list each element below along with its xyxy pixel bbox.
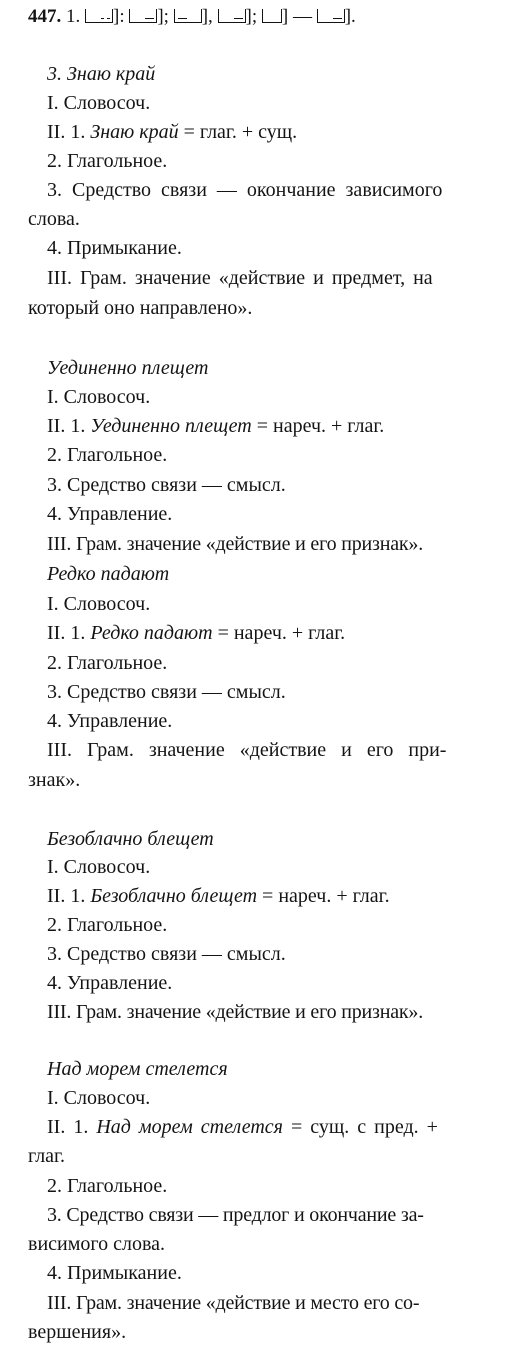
phrase-italic: Редко падают [90, 622, 213, 644]
analysis-line [47, 621, 507, 645]
section-heading: Безоблачно блещет [47, 828, 214, 850]
text-line: III. Грам. значение «действие и его при- [47, 739, 447, 761]
analysis-prefix: II. 1. [47, 1116, 97, 1138]
text-line: 2. Глагольное. [47, 150, 168, 172]
text-line: слова. [28, 208, 80, 230]
analysis-suffix: = нареч. + глаг. [251, 415, 385, 437]
text-line: висимого слова. [28, 1233, 166, 1255]
analysis-line [47, 884, 507, 908]
analysis-line [47, 414, 507, 438]
text-line: 4. Управление. [47, 710, 173, 732]
text-line: 3. Средство связи — предлог и окончание за- [47, 1204, 424, 1226]
analysis-prefix: II. 1. [47, 415, 91, 437]
scheme-box-5 [262, 9, 282, 23]
section-heading: Над морем стелется [47, 1058, 228, 1080]
scheme-box-6 [317, 9, 345, 23]
section-heading: 3. Знаю край [47, 63, 156, 85]
text-line: I. Словосоч. [47, 92, 151, 114]
exercise-number: 447. [28, 6, 62, 27]
text-line: I. Словосоч. [47, 1087, 151, 1109]
section-heading: Редко падают [47, 563, 170, 585]
scheme-sep-6: ]. [344, 6, 356, 27]
text-line: 2. Глагольное. [47, 1175, 168, 1197]
phrase-italic: Безоблачно блещет [90, 885, 258, 907]
phrase-italic: Над морем стелется [96, 1116, 283, 1138]
text-line: который оно направлено». [28, 297, 253, 319]
scheme-box-3 [174, 9, 202, 23]
text-line: I. Словосоч. [47, 856, 151, 878]
text-line: I. Словосоч. [47, 386, 151, 408]
text-line: III. Грам. значение «действие и предмет, на [47, 267, 433, 289]
text-line: 2. Глагольное. [47, 444, 168, 466]
text-line: вершения». [28, 1321, 127, 1343]
section-heading: Уединенно плещет [47, 357, 209, 379]
text-line: глаг. [28, 1145, 65, 1167]
text-line: 3. Средство связи — смысл. [47, 681, 286, 703]
analysis-suffix: = нареч. + глаг. [212, 622, 346, 644]
scheme-box-1 [85, 9, 113, 23]
analysis-prefix: II. 1. [47, 885, 91, 907]
text-line: III. Грам. значение «действие и место его со- [47, 1292, 420, 1314]
text-line: знак». [28, 769, 81, 791]
scheme-sep-5: ] — [281, 6, 317, 27]
text-line: 4. Примыкание. [47, 1262, 182, 1284]
scheme-sep-2: ]; [157, 6, 174, 27]
analysis-prefix: II. 1. [47, 121, 91, 143]
text-line: 4. Управление. [47, 503, 173, 525]
text-line: 3. Средство связи — смысл. [47, 474, 286, 496]
analysis-suffix: = сущ. с пред. + [282, 1116, 438, 1138]
text-line: III. Грам. значение «действие и его признак». [47, 1001, 424, 1023]
text-line: 3. Средство связи — смысл. [47, 943, 286, 965]
scheme-box-2 [129, 9, 157, 23]
text-line: 3. Средство связи — окончание зависимого [47, 179, 443, 201]
exercise-header [28, 5, 507, 29]
text-line: 4. Управление. [47, 972, 173, 994]
scheme-start: 1. [66, 6, 81, 27]
analysis-line [47, 120, 507, 144]
phrase-italic: Уединенно плещет [90, 415, 252, 437]
scheme-sep-3: ], [201, 6, 218, 27]
scheme-sep-4: ]; [245, 6, 262, 27]
text-line: III. Грам. значение «действие и его признак». [47, 533, 424, 555]
text-line: 2. Глагольное. [47, 652, 168, 674]
text-line: 2. Глагольное. [47, 914, 168, 936]
analysis-suffix: = нареч. + глаг. [257, 885, 390, 907]
analysis-prefix: II. 1. [47, 622, 91, 644]
text-line: 4. Примыкание. [47, 237, 182, 259]
analysis-suffix: = глаг. + сущ. [178, 121, 298, 143]
scheme-box-4 [218, 9, 246, 23]
scheme-sep-1: ]: [113, 6, 130, 27]
analysis-line [47, 1115, 507, 1139]
text-line: I. Словосоч. [47, 593, 151, 615]
phrase-italic: Знаю край [90, 121, 179, 143]
